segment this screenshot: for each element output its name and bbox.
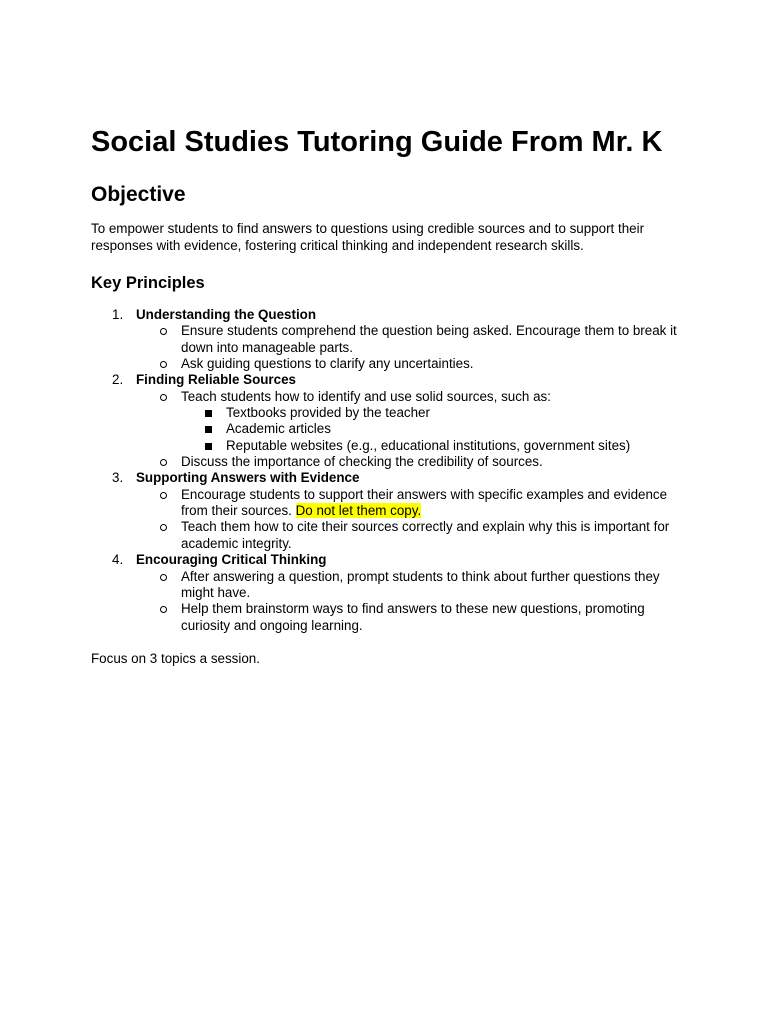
objective-text: To empower students to find answers to questions using credible sources and to support their responses with evidence, fostering critical thinking and independent research skills. bbox=[91, 221, 645, 253]
sub-bullet-text: Textbooks provided by the teacher bbox=[226, 405, 430, 421]
principle-title: Supporting Answers with Evidence bbox=[136, 470, 360, 486]
principle-number: 1. bbox=[112, 307, 124, 322]
hollow-circle-bullet-icon bbox=[160, 394, 167, 401]
principle-item-3 bbox=[91, 470, 691, 486]
hollow-circle-bullet-icon bbox=[160, 606, 167, 613]
square-bullet-icon bbox=[205, 426, 212, 433]
principle-number: 2. bbox=[112, 372, 124, 388]
bullet-text: Teach students how to identify and use solid sources, such as: bbox=[181, 388, 551, 404]
principles-list bbox=[91, 307, 691, 634]
hollow-circle-bullet-icon bbox=[160, 492, 167, 499]
document-title: Social Studies Tutoring Guide From Mr. K bbox=[91, 126, 663, 158]
bullet-item bbox=[91, 519, 691, 552]
bullet-item bbox=[91, 454, 691, 470]
sub-bullet-item bbox=[91, 421, 691, 437]
bullet-text: Teach them how to cite their sources correctly and explain why this is important for academic integrity. bbox=[181, 519, 670, 551]
principle-item-1 bbox=[91, 307, 691, 323]
sub-bullet-text: Academic articles bbox=[226, 421, 331, 437]
highlighted-text: Do not let them copy. bbox=[295, 503, 422, 519]
bullet-item bbox=[91, 487, 691, 520]
objective-heading: Objective bbox=[91, 183, 186, 206]
hollow-circle-bullet-icon bbox=[160, 459, 167, 466]
principle-item-4 bbox=[91, 552, 691, 568]
bullet-text: Help them brainstorm ways to find answers to these new questions, promoting curiosity and ongoing learning. bbox=[181, 601, 645, 633]
hollow-circle-bullet-icon bbox=[160, 328, 167, 335]
bullet-item bbox=[91, 356, 691, 372]
square-bullet-icon bbox=[205, 410, 212, 417]
principle-number: 4. bbox=[112, 552, 124, 568]
sub-bullet-item bbox=[91, 438, 691, 454]
principle-item-2 bbox=[91, 372, 691, 388]
hollow-circle-bullet-icon bbox=[160, 361, 167, 368]
hollow-circle-bullet-icon bbox=[160, 524, 167, 531]
footer-note: Focus on 3 topics a session. bbox=[91, 651, 260, 666]
square-bullet-icon bbox=[205, 443, 212, 450]
bullet-item bbox=[91, 323, 691, 356]
bullet-item bbox=[91, 601, 691, 634]
sub-bullet-item bbox=[91, 405, 691, 421]
hollow-circle-bullet-icon bbox=[160, 574, 167, 581]
bullet-item bbox=[91, 569, 691, 602]
bullet-text: After answering a question, prompt students to think about further questions they might have. bbox=[181, 568, 660, 600]
principle-number: 3. bbox=[112, 470, 124, 486]
principle-title: Encouraging Critical Thinking bbox=[136, 552, 327, 568]
principle-title: Finding Reliable Sources bbox=[136, 372, 296, 388]
key-principles-heading: Key Principles bbox=[91, 274, 205, 292]
bullet-text: Discuss the importance of checking the credibility of sources. bbox=[181, 454, 543, 470]
bullet-item bbox=[91, 389, 691, 405]
bullet-text: Ensure students comprehend the question being asked. Encourage them to break it down into manageable parts. bbox=[181, 323, 677, 355]
bullet-text: Encourage students to support their answers with specific examples and evidence from their sources. bbox=[181, 486, 668, 519]
sub-bullet-text: Reputable websites (e.g., educational institutions, government sites) bbox=[226, 437, 631, 453]
bullet-text: Ask guiding questions to clarify any uncertainties. bbox=[181, 356, 474, 372]
principle-title: Understanding the Question bbox=[136, 307, 317, 322]
